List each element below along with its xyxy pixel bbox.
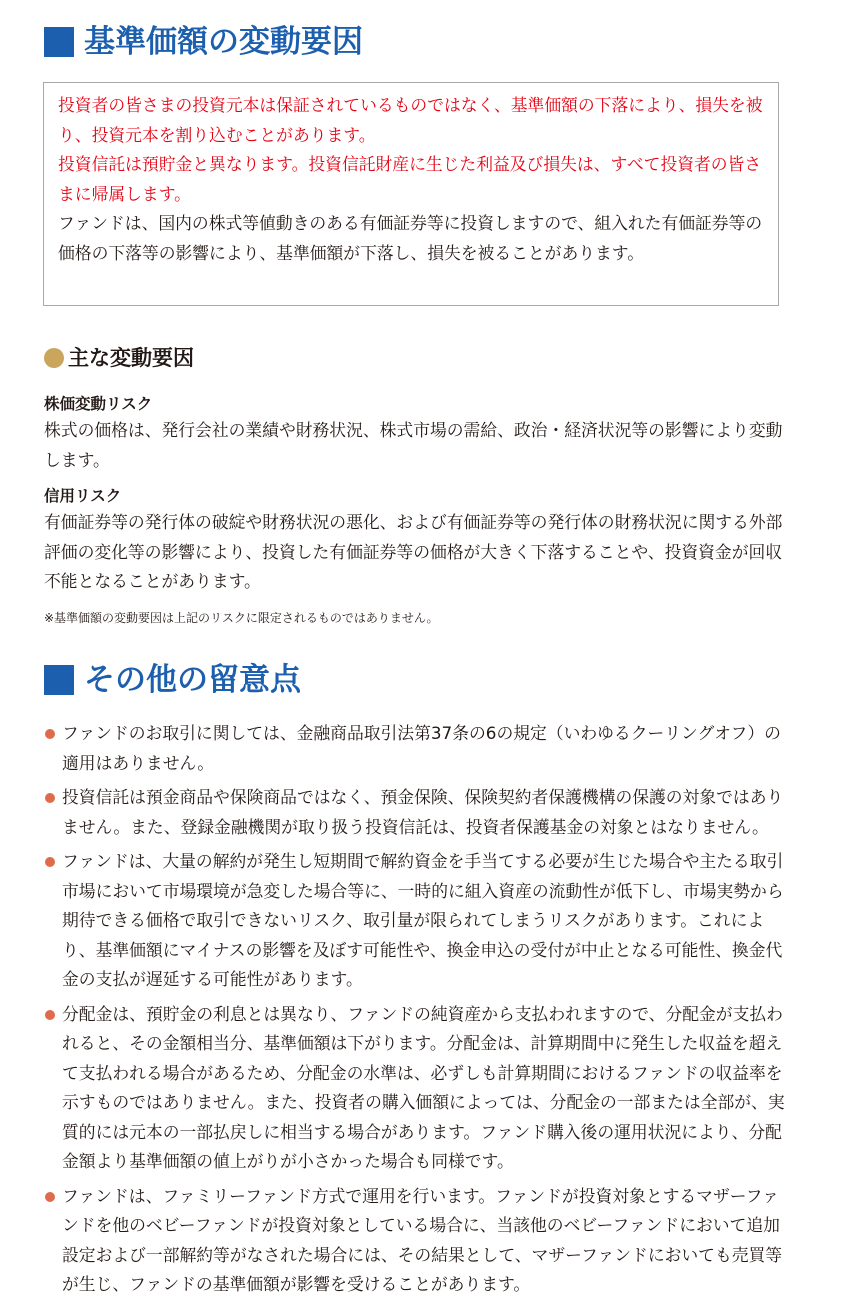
bullet-icon — [45, 793, 55, 803]
notes-list — [44, 719, 794, 1305]
subsection-title-text: 主な変動要因 — [68, 346, 194, 370]
risk-heading-stock-price: 株価変動リスク — [44, 395, 153, 413]
risk-heading-credit: 信用リスク — [44, 487, 122, 505]
warning-principal: 投資者の皆さまの投資元本は保証されているものではなく、基準価額の下落により、損失を被り、投資元本を割り込むことがあります。 — [58, 95, 763, 145]
list-item-text: ファンドは、大量の解約が発生し短期間で解約資金を手当てする必要が生じた場合や主たる取引市場において市場環境が急変した場合等に、一時的に組入資産の流動性が低下し、市場実勢から期待できる価格で取引できないリスク、取引量が限られてしまうリスクがあります。これにより、基準価額にマイナスの影響を及ぼす可能性や、換金申込の受付が中止となる可能性、換金代金の支払が遅延する可能性があります。 — [62, 851, 784, 989]
list-item — [44, 1182, 794, 1300]
section-title-other-notes — [44, 660, 301, 700]
list-item — [44, 1000, 794, 1177]
list-item-text: ファンドは、ファミリーファンド方式で運用を行います。ファンドが投資対象とするマザーファンドを他のベビーファンドが投資対象としている場合に、当該他のベビーファンドにおいて追加設定および一部解約等がなされた場合には、その結果として、マザーファンドにおいても売買等が生じ、ファンドの基準価額が影響を受けることがあります。 — [62, 1185, 783, 1294]
bullet-icon — [45, 729, 55, 739]
list-item-text: 分配金は、預貯金の利息とは異なり、ファンドの純資産から支払われますので、分配金が支払われると、その金額相当分、基準価額は下がります。分配金は、計算期間中に発生した収益を超えて支払われる場合があるため、分配金の水準は、必ずしも計算期間におけるファンドの収益率を示すものではありません。また、投資者の購入価額によっては、分配金の一部または全部が、実質的には元本の一部払戻しに相当する場合があります。ファンド購入後の運用状況により、分配金額より基準価額の値上がりが小さかった場合も同様です。 — [62, 1003, 785, 1171]
list-item — [44, 783, 794, 842]
warning-box — [43, 82, 779, 306]
bullet-icon — [45, 1010, 55, 1020]
warning-not-deposit: 投資信託は預貯金と異なります。投資信託財産に生じた利益及び損失は、すべて投資者の皆さまに帰属します。 — [58, 154, 762, 204]
bullet-icon — [45, 1192, 55, 1202]
gold-dot-icon — [44, 348, 64, 368]
list-item — [44, 719, 794, 778]
warning-price-decline: ファンドは、国内の株式等値動きのある有価証券等に投資しますので、組入れた有価証券等の価格の下落等の影響により、基準価額が下落し、損失を被ることがあります。 — [58, 213, 763, 263]
list-item-text: 投資信託は預金商品や保険商品ではなく、預金保険、保険契約者保護機構の保護の対象ではありません。また、登録金融機関が取り扱う投資信託は、投資者保護基金の対象とはなりません。 — [62, 787, 784, 837]
section-title-price-factors — [44, 22, 363, 62]
list-item-text: ファンドのお取引に関しては、金融商品取引法第37条の6の規定（いわゆるクーリングオフ）の適用はありません。 — [62, 723, 781, 773]
risk-footnote: ※基準価額の変動要因は上記のリスクに限定されるものではありません。 — [44, 611, 439, 625]
section-title-text: その他の留意点 — [84, 662, 301, 698]
subsection-title-main-factors — [44, 344, 194, 372]
section-title-text: 基準価額の変動要因 — [84, 24, 363, 60]
blue-square-icon — [44, 665, 74, 695]
blue-square-icon — [44, 27, 74, 57]
bullet-icon — [45, 857, 55, 867]
risk-description-stock-price: 株式の価格は、発行会社の業績や財務状況、株式市場の需給、政治・経済状況等の影響により変動します。 — [44, 420, 783, 470]
risk-description-credit: 有価証券等の発行体の破綻や財務状況の悪化、および有価証券等の発行体の財務状況に関する外部評価の変化等の影響により、投資した有価証券等の価格が大きく下落することや、投資資金が回収不能となることがあります。 — [44, 512, 783, 591]
list-item — [44, 847, 794, 995]
